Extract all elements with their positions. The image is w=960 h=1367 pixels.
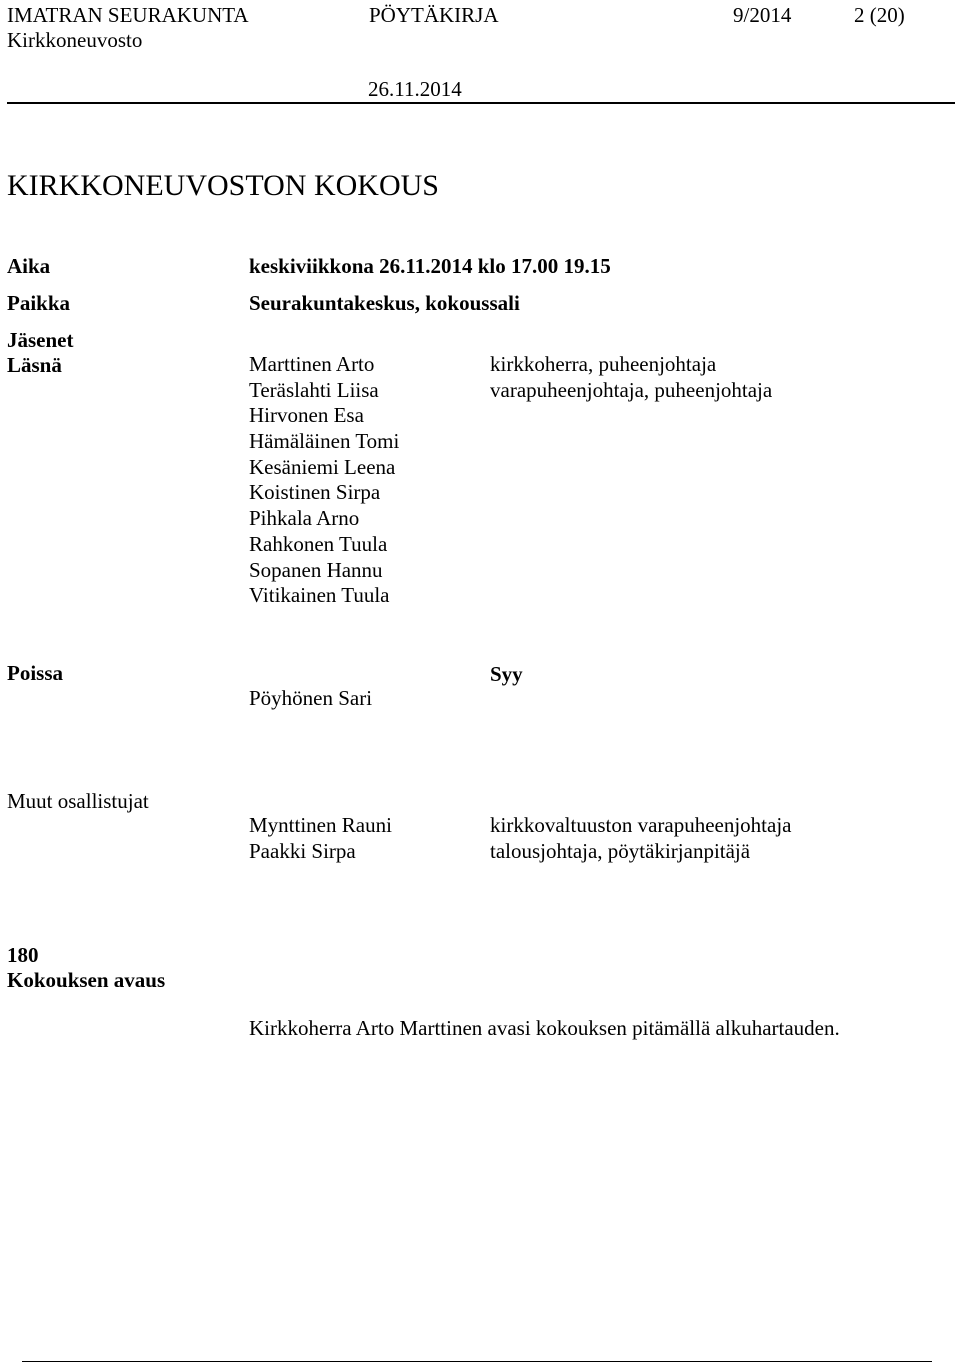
section-body: Kirkkoherra Arto Marttinen avasi kokouksen pitämällä alkuhartauden.: [249, 1016, 840, 1040]
member-name: Pihkala Arno: [249, 506, 360, 531]
present-label: Läsnä: [7, 353, 62, 377]
other-participants-list: [249, 813, 392, 864]
reason-label: Syy: [490, 662, 523, 686]
member-name: Kesäniemi Leena: [249, 454, 396, 479]
meeting-title: KIRKKONEUVOSTON KOKOUS: [7, 169, 439, 202]
other-participants-roles: [490, 813, 792, 864]
place-label: Paikka: [7, 291, 71, 315]
absent-member: Pöyhönen Sari: [249, 686, 373, 710]
other-participants-label: Muut osallistujat: [7, 789, 149, 813]
time-value: keskiviikkona 26.11.2014 klo 17.00 19.15: [249, 254, 611, 278]
present-roles-list: [490, 352, 772, 403]
member-role: varapuheenjohtaja, puheenjohtaja: [490, 377, 773, 402]
section-title: Kokouksen avaus: [7, 968, 166, 992]
members-label: Jäsenet: [7, 328, 74, 352]
member-name: Vitikainen Tuula: [249, 583, 390, 608]
member-name: Hirvonen Esa: [249, 403, 364, 428]
page-number: 2 (20): [854, 3, 905, 27]
member-role: kirkkoherra, puheenjohtaja: [490, 352, 717, 376]
participant-name: Paakki Sirpa: [249, 838, 356, 863]
footer-divider: [22, 1361, 932, 1362]
member-name: Koistinen Sirpa: [249, 480, 381, 505]
header-divider: [7, 102, 955, 104]
present-members-list: [249, 352, 399, 609]
member-name: Sopanen Hannu: [249, 557, 383, 582]
place-value: Seurakuntakeskus, kokoussali: [249, 291, 520, 315]
participant-role: talousjohtaja, pöytäkirjanpitäjä: [490, 838, 751, 863]
member-name: Hämäläinen Tomi: [249, 429, 400, 454]
member-name: Rahkonen Tuula: [249, 531, 388, 556]
section-number: 180: [7, 943, 39, 967]
absent-label: Poissa: [7, 661, 64, 685]
document-type: PÖYTÄKIRJA: [369, 3, 499, 27]
document-date: 26.11.2014: [368, 77, 462, 101]
participant-name: Mynttinen Rauni: [249, 813, 392, 837]
member-name: Marttinen Arto: [249, 352, 375, 376]
participant-role: kirkkovaltuuston varapuheenjohtaja: [490, 813, 792, 837]
organization-name: IMATRAN SEURAKUNTA: [7, 3, 249, 27]
time-label: Aika: [7, 254, 51, 278]
document-number: 9/2014: [733, 3, 792, 27]
member-name: Teräslahti Liisa: [249, 377, 379, 402]
governing-body: Kirkkoneuvosto: [7, 28, 143, 52]
